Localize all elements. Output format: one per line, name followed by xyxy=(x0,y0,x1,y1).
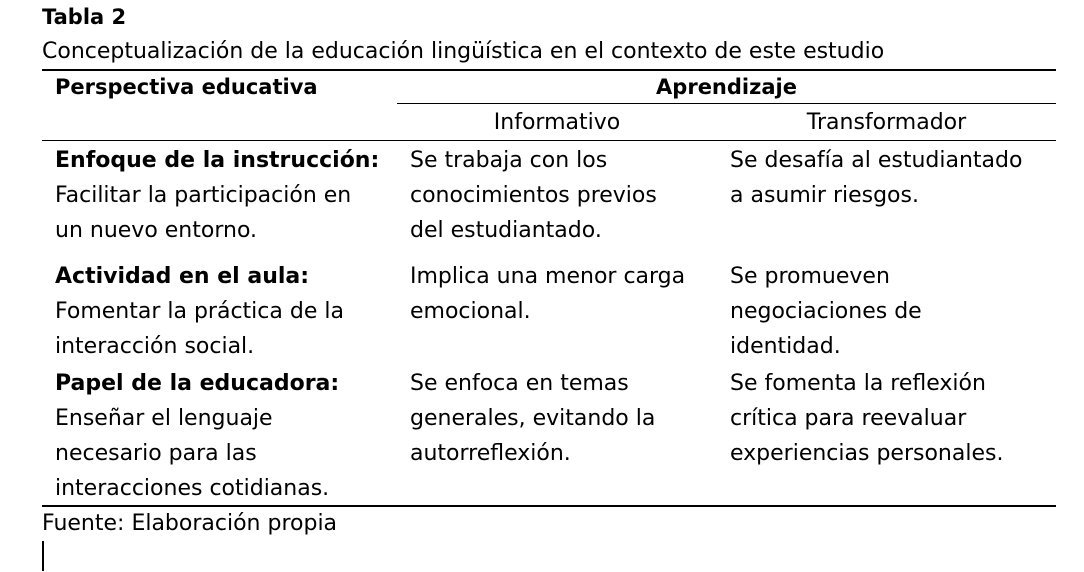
row-1-informativo-line: del estudiantado. xyxy=(410,218,602,243)
row-2-line: Fomentar la práctica de la xyxy=(55,299,344,324)
row-2-perspective xyxy=(55,259,344,364)
header-perspectiva: Perspectiva educativa xyxy=(55,75,318,99)
row-3-line: interacciones cotidianas. xyxy=(55,476,330,501)
row-2-informativo xyxy=(410,259,685,329)
header-transformador: Transformador xyxy=(806,110,967,135)
table-label: Tabla 2 xyxy=(42,5,127,29)
row-3-perspective xyxy=(55,366,339,506)
row-1-informativo xyxy=(410,143,657,248)
text-cursor[interactable] xyxy=(42,541,44,571)
row-2-transformador-line: Se promueven xyxy=(730,264,890,289)
row-3-line: necesario para las xyxy=(55,441,257,466)
row-3-title: Papel de la educadora: xyxy=(55,371,340,396)
header-bottom-rule xyxy=(42,140,1056,141)
row-1-line: un nuevo entorno. xyxy=(55,218,258,243)
row-3-informativo-line: generales, evitando la xyxy=(410,406,656,431)
row-1-line: Facilitar la participación en xyxy=(55,183,352,208)
row-1-title: Enfoque de la instrucción: xyxy=(55,148,380,173)
row-3-informativo-line: autorreflexión. xyxy=(410,441,571,466)
row-3-informativo xyxy=(410,366,655,471)
row-3-transformador-line: Se fomenta la reflexión xyxy=(730,371,986,396)
row-1-informativo-line: Se trabaja con los xyxy=(410,148,608,173)
group-rule xyxy=(397,103,1056,104)
row-1-transformador xyxy=(730,143,1022,213)
row-2-transformador-line: negociaciones de xyxy=(730,299,922,324)
row-1-perspective xyxy=(55,143,379,248)
row-2-informativo-line: Implica una menor carga xyxy=(410,264,686,289)
row-2-transformador xyxy=(730,259,922,364)
table-caption: Conceptualización de la educación lingüística en el contexto de este estudio xyxy=(42,39,885,64)
row-2-informativo-line: emocional. xyxy=(410,299,531,324)
row-3-informativo-line: Se enfoca en temas xyxy=(410,371,629,396)
row-2-title: Actividad en el aula: xyxy=(55,264,310,289)
row-1-transformador-line: a asumir riesgos. xyxy=(730,183,919,208)
row-2-line: interacción social. xyxy=(55,334,255,359)
row-3-transformador-line: crítica para reevaluar xyxy=(730,406,967,431)
header-aprendizaje: Aprendizaje xyxy=(656,75,797,99)
row-1-informativo-line: conocimientos previos xyxy=(410,183,657,208)
row-1-transformador-line: Se desafía al estudiantado xyxy=(730,148,1023,173)
row-3-transformador xyxy=(730,366,1003,471)
row-3-transformador-line: experiencias personales. xyxy=(730,441,1004,466)
row-3-line: Enseñar el lenguaje xyxy=(55,406,273,431)
header-informativo: Informativo xyxy=(493,110,621,135)
top-rule xyxy=(42,69,1056,71)
source-note: Fuente: Elaboración propia xyxy=(42,511,338,536)
row-2-transformador-line: identidad. xyxy=(730,334,841,359)
